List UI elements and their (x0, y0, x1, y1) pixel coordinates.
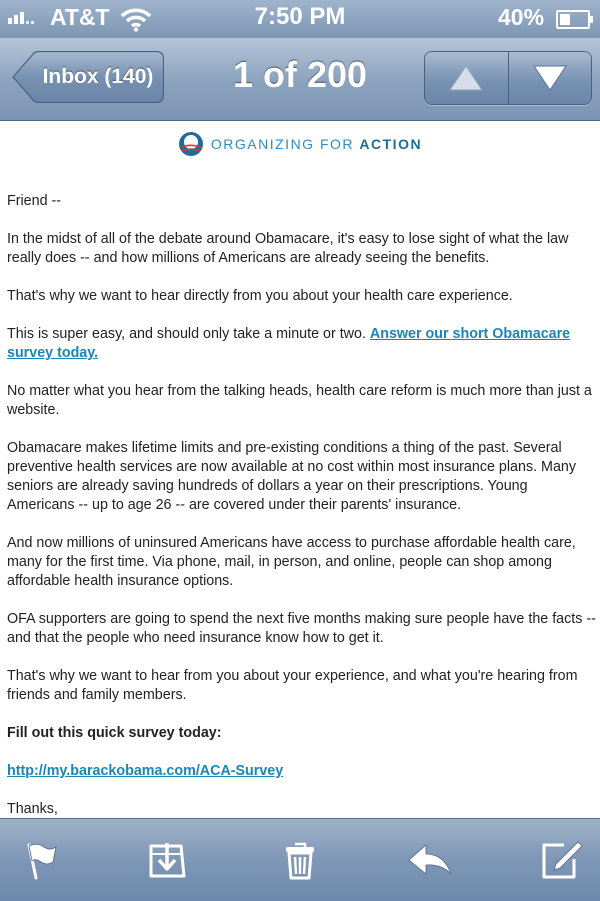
survey-link[interactable]: Answer our short Obamacare survey today. (7, 326, 571, 361)
up-arrow-icon (449, 65, 483, 91)
move-to-folder-icon (147, 840, 187, 880)
status-bar (0, 0, 600, 38)
paragraph-6: And now millions of uninsured Americans have access to purchase affordable health care, many for the first time. Via phone, mail, in person, and online, people can shop among affordable health insurance options. (7, 535, 576, 589)
battery-icon (556, 10, 590, 29)
bottom-toolbar (0, 818, 600, 901)
move-to-folder-button[interactable] (127, 819, 207, 901)
email-text (7, 192, 597, 818)
clock: 7:50 PM (254, 3, 346, 30)
inbox-back-label: Inbox (140) (42, 65, 154, 88)
ofa-logo-text: ORGANIZING FOR ACTION (210, 136, 423, 152)
paragraph-1: In the midst of all of the debate around Obamacare, it's easy to lose sight of what the law really does -- and how millions of Americans are already seeing the benefits. (7, 231, 569, 266)
compose-button[interactable] (522, 819, 600, 901)
email-body-scroll[interactable] (0, 121, 600, 818)
carrier-label: AT&T (50, 4, 110, 30)
salutation: Friend -- (7, 193, 62, 209)
survey-url-link[interactable]: http://my.barackobama.com/ACA-Survey (7, 763, 284, 779)
trash-icon (280, 840, 320, 880)
ofa-logo (0, 131, 600, 157)
signoff: Thanks, (7, 801, 58, 817)
call-to-action: Fill out this quick survey today: (7, 725, 222, 741)
trash-button[interactable] (260, 819, 340, 901)
message-nav-segmented-control (424, 51, 592, 105)
inbox-back-button[interactable] (12, 51, 164, 103)
reply-button[interactable] (390, 819, 470, 901)
nav-bar (0, 38, 600, 121)
paragraph-4: No matter what you hear from the talking heads, health care reform is much more than just a website. (7, 383, 592, 418)
next-message-button[interactable] (508, 52, 592, 104)
reply-icon (406, 840, 454, 880)
down-arrow-icon (533, 65, 567, 91)
ofa-circle-logo-icon (178, 131, 204, 157)
message-counter: 1 of 200 (232, 54, 368, 95)
battery-percent: 40% (498, 4, 545, 30)
paragraph-5: Obamacare makes lifetime limits and pre-existing conditions a thing of the past. Several preventive health services are now available at no cost within most insurance plans. Many seniors are already saving hundreds of dollars a year on their prescriptions. Young Americans -- up to age 26 -- are covered under their parents' insurance. (7, 440, 576, 513)
paragraph-7: OFA supporters are going to spend the next five months making sure people have the facts -- and that the people who need insurance know how to get it. (7, 611, 596, 646)
paragraph-2: That's why we want to hear directly from you about your health care experience. (7, 288, 513, 304)
compose-icon (540, 839, 584, 881)
flag-icon (20, 840, 60, 880)
paragraph-8: That's why we want to hear from you about your experience, and what you're hearing from friends and family members. (7, 668, 578, 703)
paragraph-3: This is super easy, and should only take a minute or two. Answer our short Obamacare survey today. (7, 326, 571, 361)
previous-message-button[interactable] (425, 52, 508, 104)
flag-button[interactable] (0, 819, 80, 901)
